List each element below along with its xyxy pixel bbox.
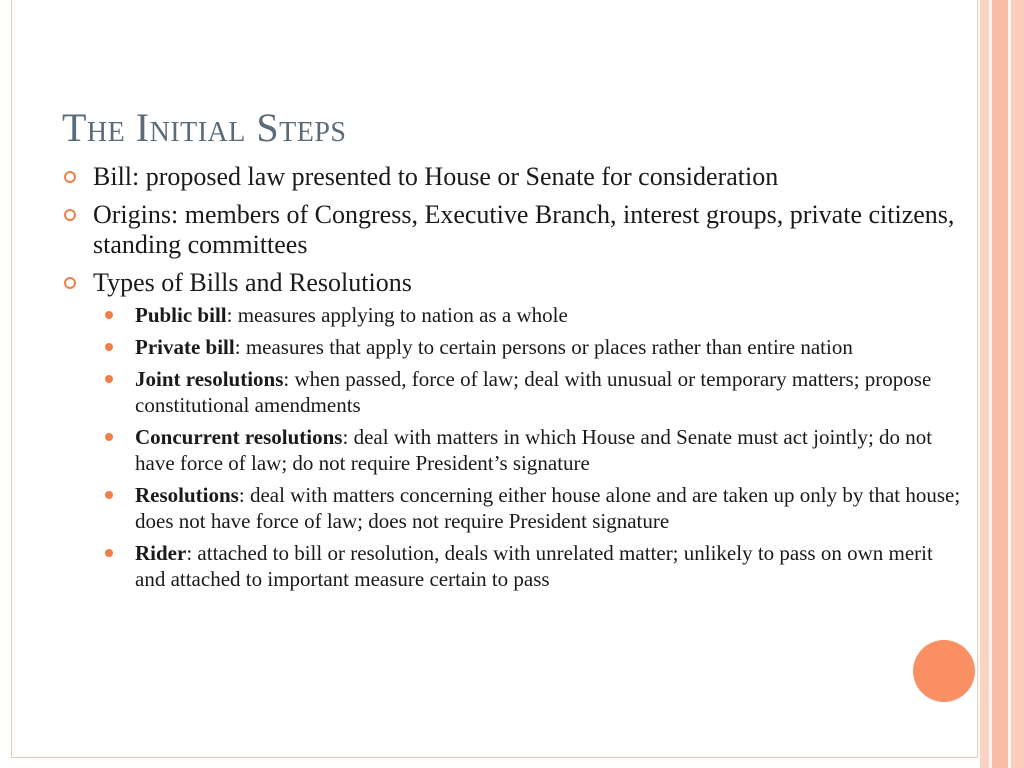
slide-title: The Initial Steps [62,105,347,150]
slide-content [62,162,962,600]
sub-bullet-term: Concurrent resolutions [135,425,343,449]
sub-bullet-item [104,334,962,360]
sub-bullet-term: Public bill [135,303,227,327]
ring-bullet-icon [64,171,76,183]
sub-bullet-term: Private bill [135,335,235,359]
dot-bullet-icon [105,433,113,441]
bullet-text: Bill: proposed law presented to House or Senate for consideration [93,162,779,191]
dot-bullet-icon [105,491,113,499]
sub-bullet-desc: : measures that apply to certain persons or places rather than entire nation [234,335,853,359]
dot-bullet-icon [105,549,113,557]
sub-bullet-desc: : when passed, force of law; deal with unusual or temporary matters; propose constitutional amendments [135,367,932,417]
sub-bullet-desc: : attached to bill or resolution, deals with unrelated matter; unlikely to pass on own merit and attached to important measure certain to pass [135,541,933,591]
dot-bullet-icon [105,375,113,383]
sub-bullet-desc: : deal with matters in which House and Senate must act jointly; do not have force of law; do not require President’s signature [135,425,933,475]
ring-bullet-icon [64,209,76,221]
bullet-item [62,162,962,192]
dot-bullet-icon [105,311,113,319]
sub-bullet-term: Rider [135,541,187,565]
bullet-item [62,268,962,592]
bullet-text: Origins: members of Congress, Executive Branch, interest groups, private citizens, standing committees [93,200,955,259]
sub-bullet-item [104,540,962,592]
sub-bullet-list [104,302,962,592]
dot-bullet-icon [105,343,113,351]
sub-bullet-item [104,302,962,328]
decorative-stripe [980,0,989,768]
bullet-list [62,162,962,592]
decorative-circle [913,640,975,702]
sub-bullet-item [104,424,962,476]
bullet-item [62,200,962,260]
decorative-stripe [1011,0,1024,768]
ring-bullet-icon [64,277,76,289]
sub-bullet-item [104,482,962,534]
decorative-stripe [992,0,1008,768]
bullet-text: Types of Bills and Resolutions [93,268,412,297]
sub-bullet-desc: : measures applying to nation as a whole [226,303,568,327]
sub-bullet-term: Resolutions [135,483,239,507]
sub-bullet-term: Joint resolutions [135,367,284,391]
sub-bullet-item [104,366,962,418]
sub-bullet-desc: : deal with matters concerning either house alone and are taken up only by that house; does not have force of law; does not require President signature [135,483,961,533]
